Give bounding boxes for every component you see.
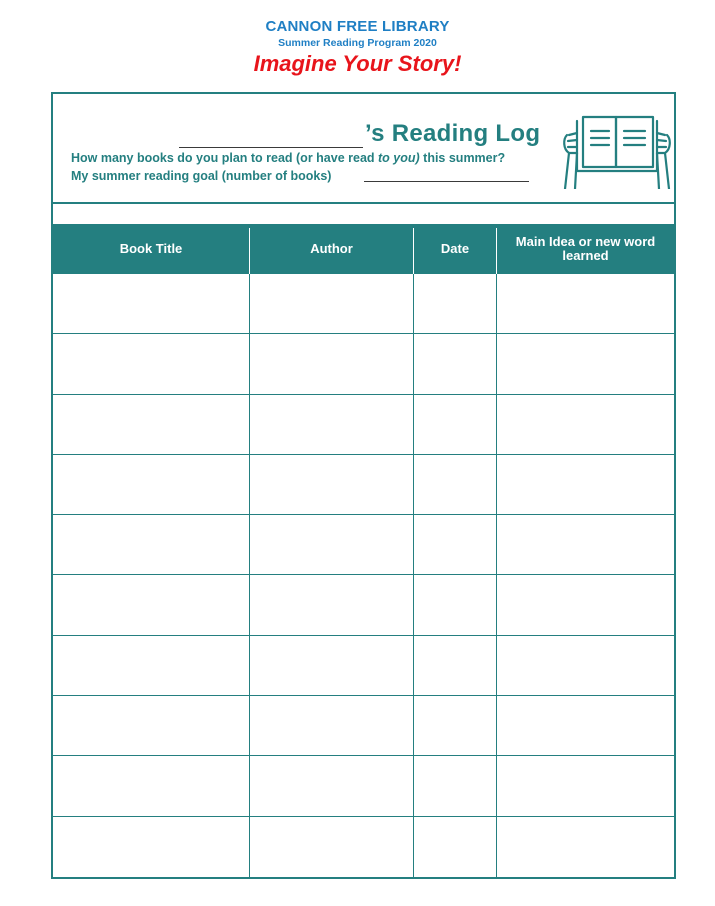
col-book-title: Book Title bbox=[119, 241, 183, 256]
main-idea-cell[interactable] bbox=[497, 334, 674, 392]
book-title-cell[interactable] bbox=[53, 636, 249, 694]
date-cell[interactable] bbox=[414, 274, 496, 332]
book-title-cell[interactable] bbox=[53, 696, 249, 754]
author-cell[interactable] bbox=[250, 636, 413, 694]
col-author: Author bbox=[310, 241, 353, 256]
date-cell[interactable] bbox=[414, 576, 496, 634]
main-idea-cell[interactable] bbox=[497, 274, 674, 332]
table-row bbox=[53, 395, 674, 455]
author-cell[interactable] bbox=[250, 515, 413, 573]
book-title-cell[interactable] bbox=[53, 817, 249, 875]
table-row bbox=[53, 817, 674, 877]
table-row bbox=[53, 696, 674, 756]
col-main-idea: Main Idea or new word learned bbox=[515, 234, 656, 263]
goal-label: My summer reading goal (number of books) bbox=[71, 169, 332, 183]
question-part-2: this summer? bbox=[419, 151, 506, 165]
book-title-cell[interactable] bbox=[53, 756, 249, 814]
open-book-reading-icon bbox=[561, 105, 671, 189]
table-row bbox=[53, 274, 674, 334]
log-header bbox=[53, 94, 674, 202]
date-cell[interactable] bbox=[414, 636, 496, 694]
goal-blank-line bbox=[364, 181, 529, 182]
date-cell[interactable] bbox=[414, 696, 496, 754]
book-title-cell[interactable] bbox=[53, 515, 249, 573]
main-idea-cell[interactable] bbox=[497, 636, 674, 694]
author-cell[interactable] bbox=[250, 756, 413, 814]
author-cell[interactable] bbox=[250, 817, 413, 875]
books-plan-question bbox=[71, 151, 505, 165]
table-row bbox=[53, 455, 674, 515]
program-name: Summer Reading Program 2020 bbox=[278, 37, 437, 49]
author-cell[interactable] bbox=[250, 334, 413, 392]
date-cell[interactable] bbox=[414, 455, 496, 513]
question-emphasis: to you) bbox=[378, 151, 420, 165]
date-cell[interactable] bbox=[414, 817, 496, 875]
log-table-body bbox=[53, 274, 674, 877]
main-idea-cell[interactable] bbox=[497, 515, 674, 573]
main-idea-cell[interactable] bbox=[497, 756, 674, 814]
table-row bbox=[53, 756, 674, 816]
table-row bbox=[53, 334, 674, 394]
book-title-cell[interactable] bbox=[53, 395, 249, 453]
slogan: Imagine Your Story! bbox=[253, 51, 462, 76]
book-title-cell[interactable] bbox=[53, 274, 249, 332]
book-title-cell[interactable] bbox=[53, 455, 249, 513]
table-header bbox=[53, 224, 674, 274]
date-cell[interactable] bbox=[414, 515, 496, 573]
author-cell[interactable] bbox=[250, 274, 413, 332]
author-cell[interactable] bbox=[250, 455, 413, 513]
book-title-cell[interactable] bbox=[53, 334, 249, 392]
spacer-strip bbox=[53, 204, 674, 222]
author-cell[interactable] bbox=[250, 696, 413, 754]
date-cell[interactable] bbox=[414, 756, 496, 814]
col-date: Date bbox=[440, 241, 470, 256]
date-cell[interactable] bbox=[414, 395, 496, 453]
table-row bbox=[53, 576, 674, 636]
main-idea-cell[interactable] bbox=[497, 576, 674, 634]
library-name: CANNON FREE LIBRARY bbox=[265, 18, 450, 35]
reading-log-sheet bbox=[51, 92, 676, 879]
author-cell[interactable] bbox=[250, 576, 413, 634]
main-idea-cell[interactable] bbox=[497, 455, 674, 513]
table-row bbox=[53, 515, 674, 575]
name-blank-line bbox=[179, 133, 363, 148]
main-idea-cell[interactable] bbox=[497, 817, 674, 875]
table-row bbox=[53, 636, 674, 696]
question-part-1: How many books do you plan to read (or have read bbox=[71, 151, 379, 165]
log-title: ’s Reading Log bbox=[365, 120, 541, 147]
author-cell[interactable] bbox=[250, 395, 413, 453]
date-cell[interactable] bbox=[414, 334, 496, 392]
main-idea-cell[interactable] bbox=[497, 395, 674, 453]
main-idea-cell[interactable] bbox=[497, 696, 674, 754]
book-title-cell[interactable] bbox=[53, 576, 249, 634]
